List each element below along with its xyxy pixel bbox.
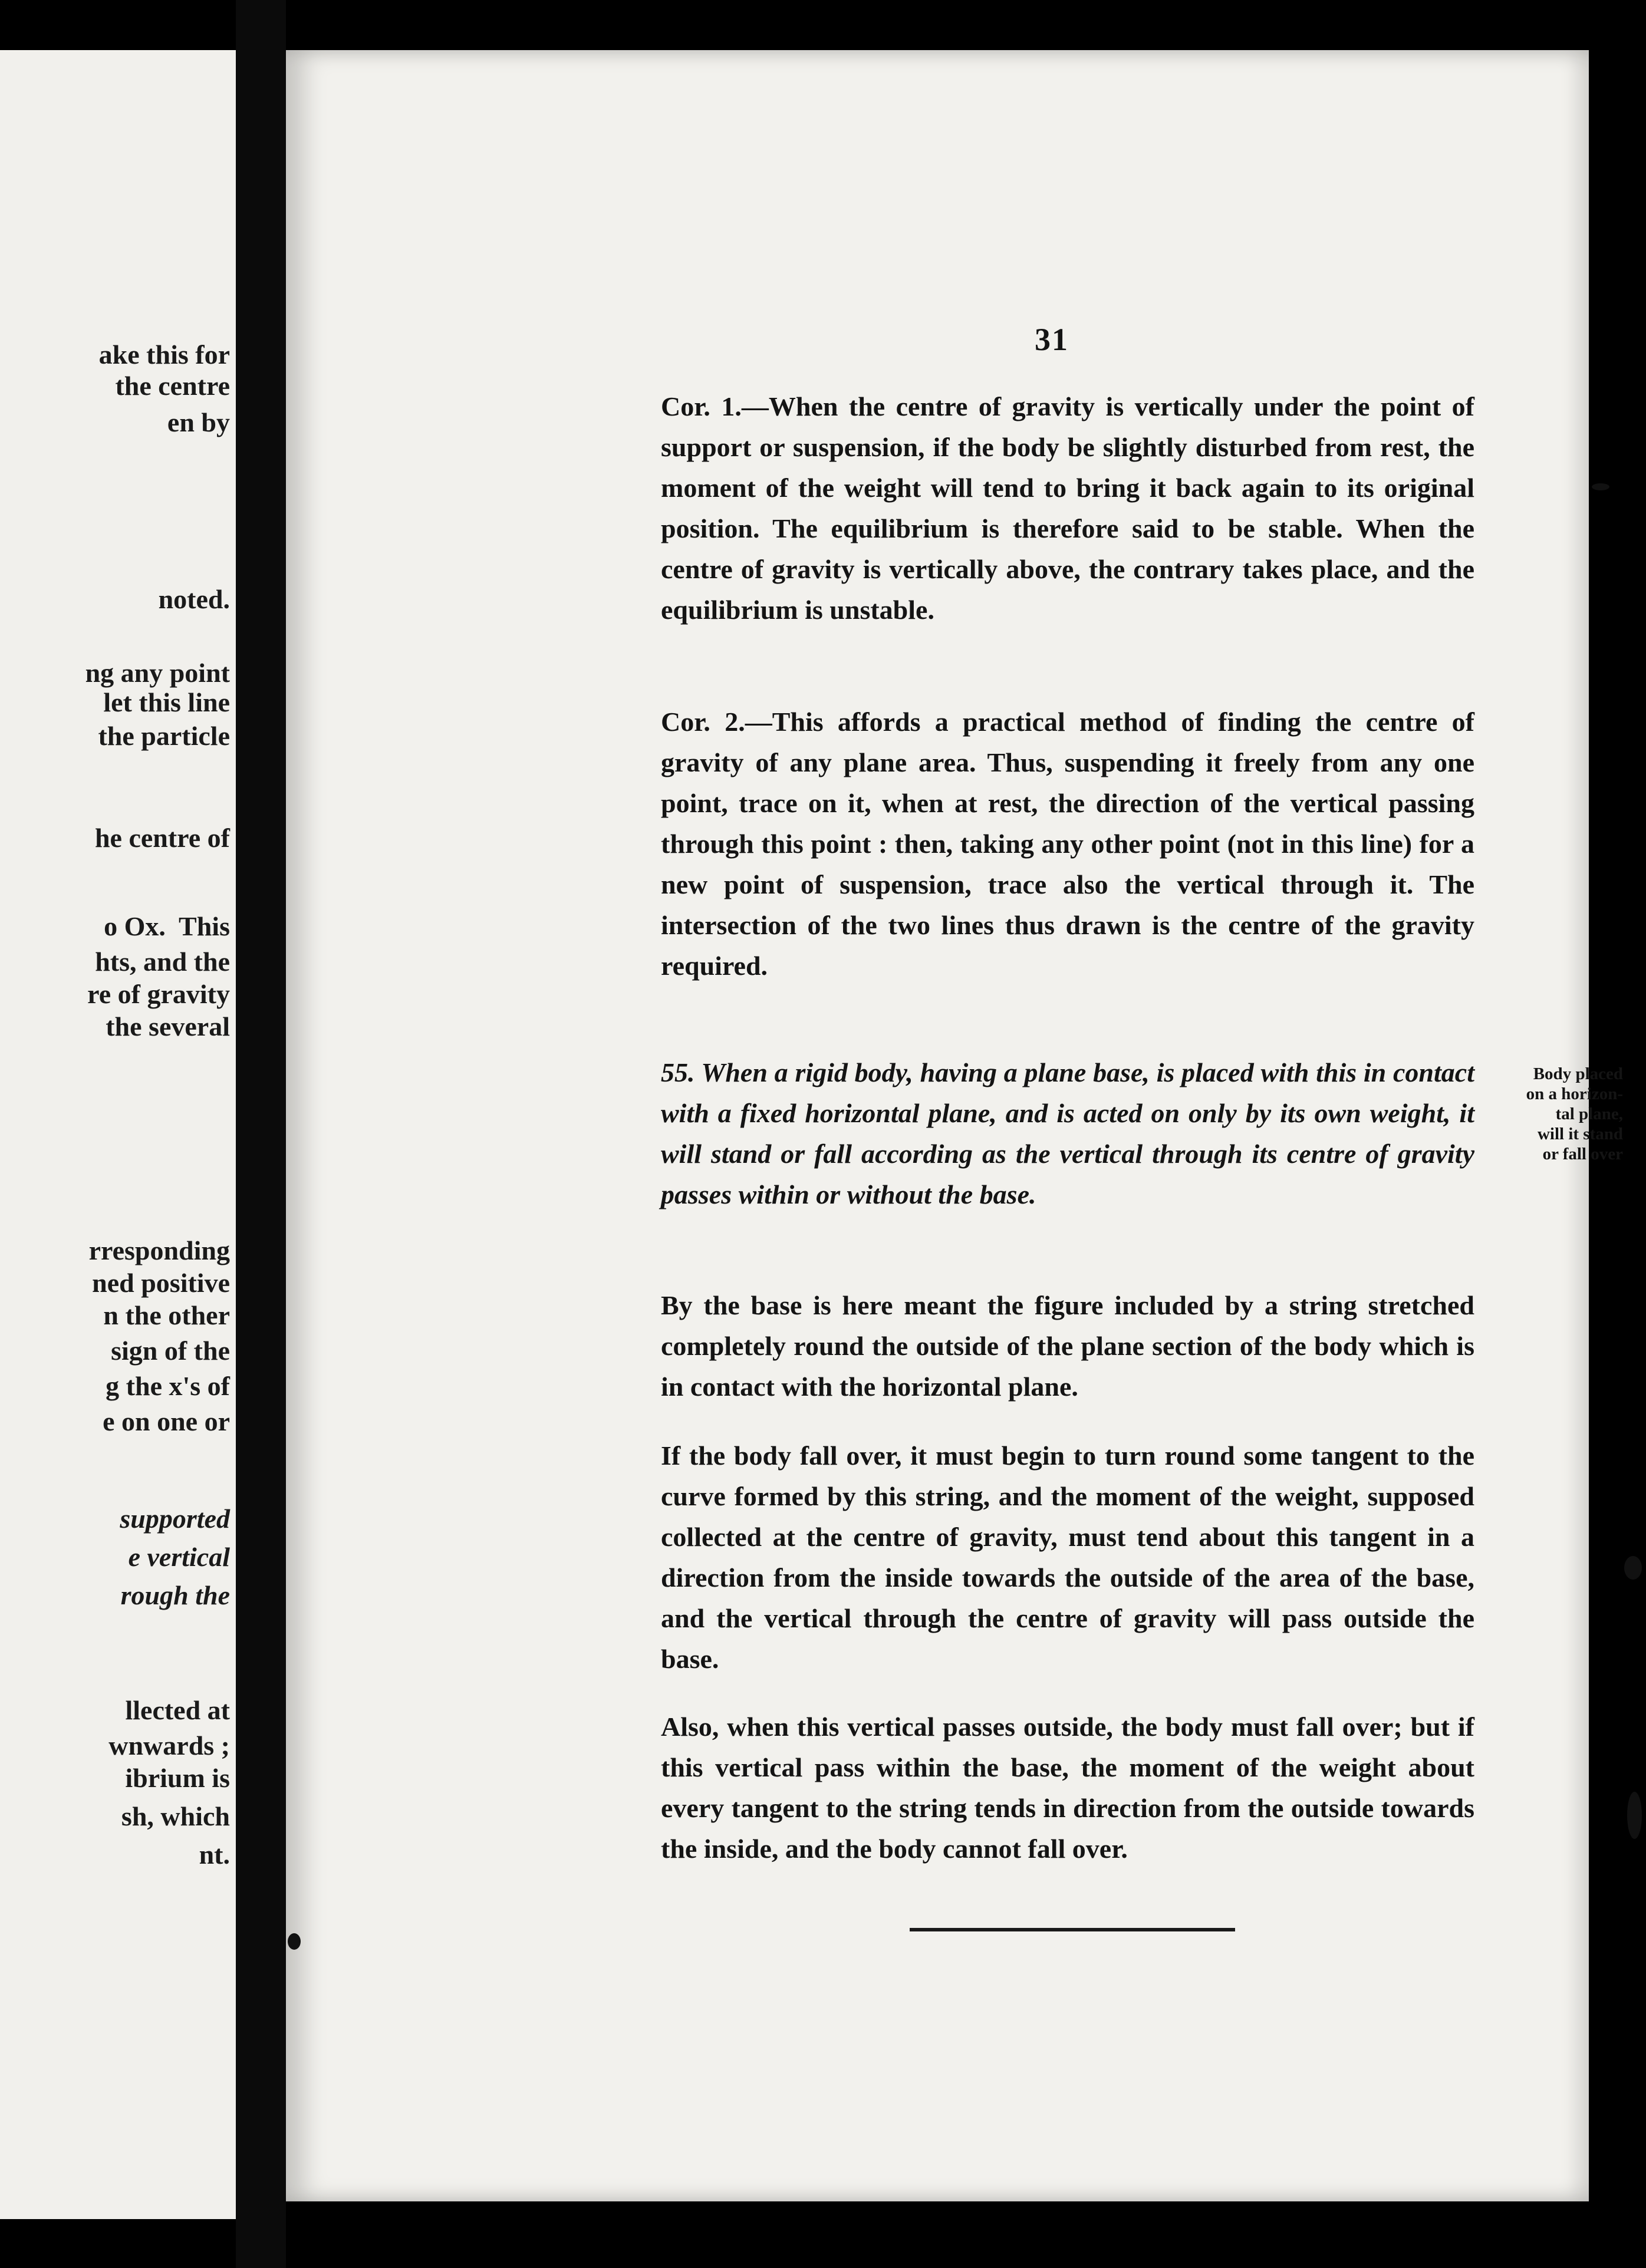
left-page-line: g the x's of <box>106 1371 230 1401</box>
left-page-line: hts, and the <box>95 947 230 977</box>
left-page-line: o Ox. This <box>104 911 230 941</box>
left-page-line: en by <box>167 407 230 437</box>
left-page-line: he centre of <box>94 823 230 853</box>
right-page <box>286 50 1623 2201</box>
proposition-55-paragraph: 55. When a rigid body, having a plane base, is placed with this in contact with a fixed horizontal plane, and is acted on only by its own weight, it will stand or fall according as the vertical through its centre of gravity passes within or without the base. <box>661 1057 1474 1209</box>
left-page-line: wnwards ; <box>108 1730 230 1761</box>
scan-speck <box>1627 1792 1642 1839</box>
section-end-rule <box>910 1928 1235 1931</box>
left-page-line: ibrium is <box>125 1763 230 1793</box>
left-page-line: ng any point <box>85 658 230 688</box>
left-page-line: noted. <box>152 584 230 614</box>
left-page-line: rough the <box>120 1580 230 1610</box>
left-page-line: supported <box>120 1504 230 1534</box>
left-page-line: the centre <box>108 371 230 401</box>
left-page-line: n the other <box>103 1300 230 1330</box>
left-page-line: e on one or <box>103 1406 230 1436</box>
scan-speck <box>288 1933 301 1950</box>
left-page-line: ake this for <box>98 339 230 370</box>
margin-note: Body placed on a horizon- tal plane, will it stand or fall over <box>1526 1064 1623 1163</box>
standing-paragraph: Also, when this vertical passes outside, the body must fall over; but if this vertical pass within the base, the moment of the weight about every tangent to the string tends in direction from the outside towards the inside, and the body cannot fall over. <box>661 1712 1474 1864</box>
left-page-line: sign of the <box>104 1336 230 1366</box>
page-number: 31 <box>1035 322 1069 357</box>
left-page-fragment <box>0 50 236 2219</box>
left-page-line: nt. <box>199 1840 230 1870</box>
left-page-line: re of gravity <box>87 979 230 1009</box>
corollary-2-paragraph: Cor. 2.—This affords a practical method of finding the centre of gravity of any plane area. Thus, suspending it freely from any one point, trace on it, when at rest, the direction of the vertical passing through this point : then, taking any other point (not in this line) for a new point of suspension, trace also the vertical through it. The intersection of the two lines thus drawn is the centre of the gravity required. <box>661 707 1474 981</box>
left-page-line: the several <box>98 1011 230 1041</box>
left-page-line: llected at <box>125 1695 230 1725</box>
falling-over-paragraph: If the body fall over, it must begin to turn round some tangent to the curve formed by this string, and the moment of the weight, supposed collected at the centre of gravity, must tend about this tangent in a direction from the inside towards the outside of the area of the base, and the vertical through the centre of gravity will pass outside the base. <box>661 1440 1474 1674</box>
base-definition-paragraph: By the base is here meant the figure included by a string stretched completely round the outside of the plane section of the body which is in contact with the horizontal plane. <box>661 1290 1474 1402</box>
scan-speck <box>1592 483 1609 490</box>
left-page-line: rresponding <box>88 1235 230 1265</box>
left-page-line: let this line <box>96 687 230 717</box>
left-page-line: ned positive <box>92 1268 230 1298</box>
left-page-line: e vertical <box>128 1542 230 1572</box>
scan-speck <box>1624 1556 1642 1580</box>
left-page-line: the particle <box>91 721 230 751</box>
corollary-1-paragraph: Cor. 1.—When the centre of gravity is vertically under the point of support or suspension, if the body be slightly disturbed from rest, the moment of the weight will tend to bring it back again to its original position. The equilibrium is therefore said to be stable. When the centre of gravity is vertically above, the contrary takes place, and the equilibrium is unstable. <box>661 391 1474 625</box>
book-binding-gutter <box>236 0 286 2268</box>
left-page-line: sh, which <box>121 1801 230 1831</box>
